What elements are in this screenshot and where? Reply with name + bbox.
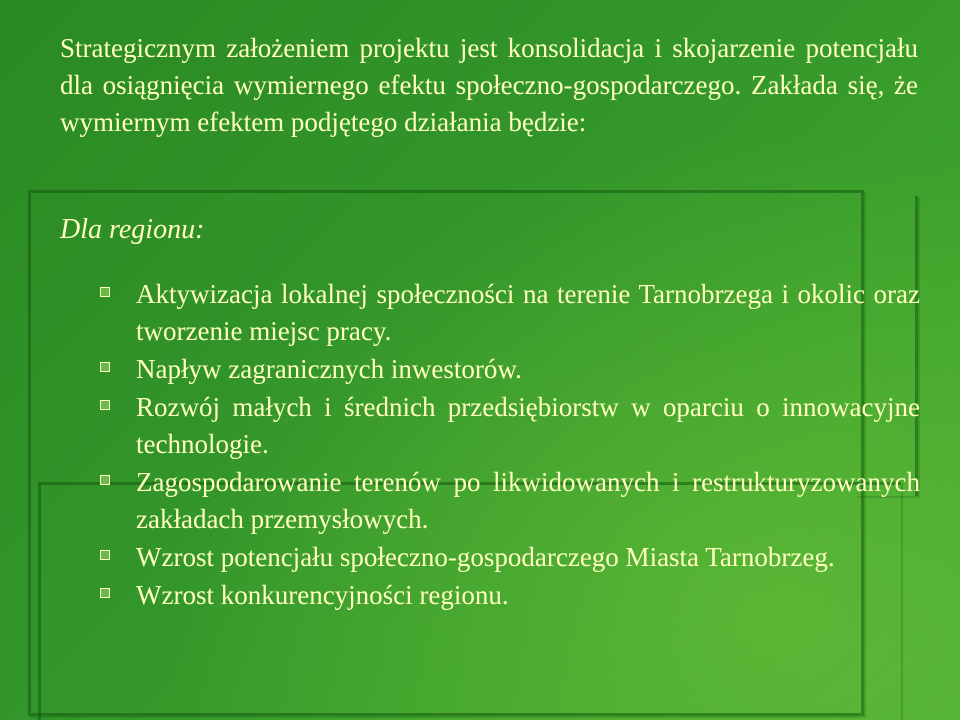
square-bullet-icon bbox=[100, 475, 110, 485]
list-item bbox=[100, 389, 920, 463]
square-bullet-icon bbox=[100, 287, 110, 297]
list-item bbox=[100, 276, 920, 350]
square-bullet-icon bbox=[100, 588, 110, 598]
intro-paragraph: Strategicznym założeniem projektu jest konsolidacja i skojarzenie potencjału dla osiągnięcia wymiernego efektu społeczno-gospodarczego. Zakłada się, że wymiernym efektem podjętego działania będzie: bbox=[60, 33, 918, 137]
bullet-list bbox=[100, 276, 920, 615]
list-item-text: Zagospodarowanie terenów po likwidowanych i restrukturyzowanych zakładach przemysłowych. bbox=[136, 467, 920, 534]
list-item bbox=[100, 577, 920, 614]
list-item-text: Wzrost potencjału społeczno-gospodarczego Miasta Tarnobrzeg. bbox=[136, 542, 835, 572]
square-bullet-icon bbox=[100, 550, 110, 560]
list-item bbox=[100, 351, 920, 388]
square-bullet-icon bbox=[100, 400, 110, 410]
region-heading: Dla regionu: bbox=[60, 214, 205, 245]
list-item-text: Aktywizacja lokalnej społeczności na terenie Tarnobrzega i okolic oraz tworzenie miejsc pracy. bbox=[136, 279, 920, 346]
square-bullet-icon bbox=[100, 362, 110, 372]
list-item-text: Napływ zagranicznych inwestorów. bbox=[136, 354, 522, 384]
list-item-text: Rozwój małych i średnich przedsiębiorstw w oparciu o innowacyjne technologie. bbox=[136, 392, 920, 459]
list-item bbox=[100, 464, 920, 538]
list-item-text: Wzrost konkurencyjności regionu. bbox=[136, 580, 509, 610]
list-item bbox=[100, 539, 920, 576]
